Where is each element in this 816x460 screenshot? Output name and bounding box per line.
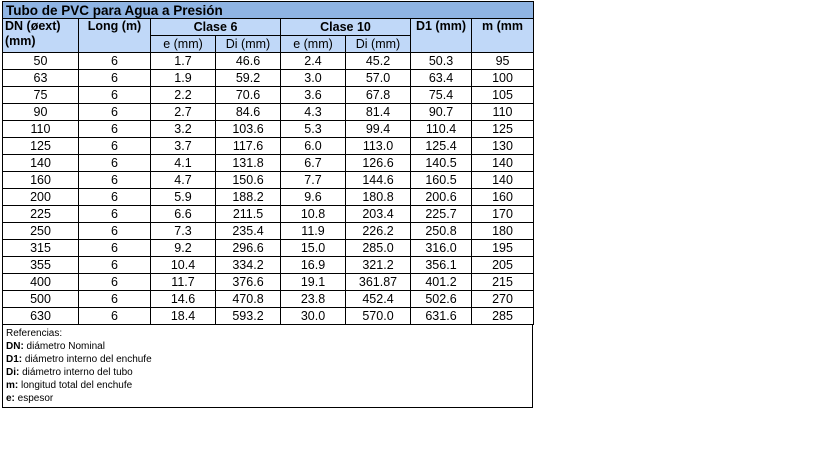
cell-clase6-di: 46.6 [216,53,281,70]
cell-d1: 316.0 [411,240,472,257]
cell-clase10-di: 81.4 [346,104,411,121]
cell-d1: 200.6 [411,189,472,206]
cell-m: 180 [472,223,534,240]
cell-clase6-di: 188.2 [216,189,281,206]
cell-m: 125 [472,121,534,138]
table-row [3,53,534,70]
table-row [3,206,534,223]
header-row-1 [3,19,534,36]
cell-d1: 50.3 [411,53,472,70]
reference-term: DN: [6,341,24,352]
table-row [3,138,534,155]
cell-m: 285 [472,308,534,325]
cell-clase6-e: 9.2 [151,240,216,257]
cell-clase6-e: 3.2 [151,121,216,138]
cell-clase6-e: 2.2 [151,87,216,104]
cell-long: 6 [79,87,151,104]
cell-clase10-e: 3.6 [281,87,346,104]
cell-clase10-e: 2.4 [281,53,346,70]
cell-clase10-di: 67.8 [346,87,411,104]
reference-text: diámetro interno del tubo [19,367,133,378]
header-clase-10: Clase 10 [281,19,411,36]
cell-clase6-di: 70.6 [216,87,281,104]
reference-term: m: [6,380,19,391]
cell-d1: 125.4 [411,138,472,155]
table-row [3,87,534,104]
cell-clase10-di: 361.87 [346,274,411,291]
header-clase10-e: e (mm) [281,36,346,53]
table-row [3,223,534,240]
header-dn-line1: DN (øext) [5,19,61,33]
cell-clase6-di: 296.6 [216,240,281,257]
references-list [6,340,532,405]
cell-m: 205 [472,257,534,274]
cell-long: 6 [79,104,151,121]
cell-clase10-e: 4.3 [281,104,346,121]
references-heading: Referencias: [6,328,63,339]
table-row [3,155,534,172]
cell-long: 6 [79,257,151,274]
header-clase6-e: e (mm) [151,36,216,53]
reference-item [6,379,532,392]
cell-clase6-e: 10.4 [151,257,216,274]
table-row [3,70,534,87]
table-title: Tubo de PVC para Agua a Presión [3,2,534,19]
cell-m: 140 [472,155,534,172]
cell-clase10-di: 570.0 [346,308,411,325]
cell-dn: 400 [3,274,79,291]
reference-item [6,392,532,405]
cell-clase6-di: 103.6 [216,121,281,138]
header-clase10-di: Di (mm) [346,36,411,53]
cell-dn: 315 [3,240,79,257]
cell-long: 6 [79,308,151,325]
cell-clase6-di: 376.6 [216,274,281,291]
cell-d1: 250.8 [411,223,472,240]
cell-long: 6 [79,155,151,172]
cell-clase10-di: 113.0 [346,138,411,155]
cell-clase10-e: 5.3 [281,121,346,138]
cell-d1: 75.4 [411,87,472,104]
cell-clase6-e: 18.4 [151,308,216,325]
cell-clase6-e: 3.7 [151,138,216,155]
cell-clase6-di: 593.2 [216,308,281,325]
cell-d1: 110.4 [411,121,472,138]
cell-clase10-e: 30.0 [281,308,346,325]
cell-clase10-e: 23.8 [281,291,346,308]
cell-dn: 225 [3,206,79,223]
table-row [3,121,534,138]
table-row [3,172,534,189]
reference-item [6,366,532,379]
cell-clase10-e: 10.8 [281,206,346,223]
cell-clase10-di: 203.4 [346,206,411,223]
cell-clase10-e: 11.9 [281,223,346,240]
cell-m: 170 [472,206,534,223]
cell-long: 6 [79,53,151,70]
cell-d1: 160.5 [411,172,472,189]
cell-clase10-e: 16.9 [281,257,346,274]
cell-clase6-e: 4.1 [151,155,216,172]
reference-item [6,353,532,366]
cell-d1: 356.1 [411,257,472,274]
cell-m: 140 [472,172,534,189]
reference-text: diámetro interno del enchufe [22,354,152,365]
cell-clase6-e: 14.6 [151,291,216,308]
cell-clase6-di: 470.8 [216,291,281,308]
cell-d1: 63.4 [411,70,472,87]
cell-long: 6 [79,172,151,189]
cell-m: 105 [472,87,534,104]
header-long: Long (m) [79,19,151,53]
cell-long: 6 [79,274,151,291]
header-clase-6: Clase 6 [151,19,281,36]
cell-m: 160 [472,189,534,206]
cell-clase6-di: 334.2 [216,257,281,274]
cell-clase6-e: 1.9 [151,70,216,87]
cell-dn: 50 [3,53,79,70]
cell-clase10-di: 180.8 [346,189,411,206]
cell-d1: 401.2 [411,274,472,291]
cell-long: 6 [79,70,151,87]
cell-d1: 140.5 [411,155,472,172]
cell-dn: 110 [3,121,79,138]
cell-clase6-di: 117.6 [216,138,281,155]
cell-m: 130 [472,138,534,155]
table-row [3,308,534,325]
cell-dn: 250 [3,223,79,240]
cell-d1: 90.7 [411,104,472,121]
cell-clase6-e: 5.9 [151,189,216,206]
cell-clase10-e: 7.7 [281,172,346,189]
reference-text: longitud total del enchufe [18,380,133,391]
cell-dn: 140 [3,155,79,172]
cell-d1: 502.6 [411,291,472,308]
cell-dn: 200 [3,189,79,206]
cell-long: 6 [79,223,151,240]
cell-clase6-di: 150.6 [216,172,281,189]
cell-clase6-e: 2.7 [151,104,216,121]
cell-clase6-di: 84.6 [216,104,281,121]
cell-dn: 63 [3,70,79,87]
cell-clase10-di: 144.6 [346,172,411,189]
table-row [3,189,534,206]
cell-clase6-di: 59.2 [216,70,281,87]
cell-dn: 125 [3,138,79,155]
cell-clase10-di: 285.0 [346,240,411,257]
cell-d1: 225.7 [411,206,472,223]
reference-text: espesor [14,393,54,404]
reference-text: diámetro Nominal [23,341,105,352]
header-clase6-di: Di (mm) [216,36,281,53]
table-row [3,240,534,257]
cell-dn: 500 [3,291,79,308]
table-row [3,291,534,308]
cell-dn: 90 [3,104,79,121]
cell-m: 110 [472,104,534,121]
cell-long: 6 [79,291,151,308]
cell-long: 6 [79,121,151,138]
header-d1: D1 (mm) [411,19,472,53]
reference-item [6,340,532,353]
cell-dn: 630 [3,308,79,325]
cell-clase6-di: 211.5 [216,206,281,223]
cell-dn: 160 [3,172,79,189]
cell-clase6-e: 7.3 [151,223,216,240]
pvc-pipe-sheet [2,1,533,408]
cell-clase10-e: 9.6 [281,189,346,206]
title-row [3,2,534,19]
cell-long: 6 [79,206,151,223]
reference-term: D1: [6,354,23,365]
cell-clase10-di: 45.2 [346,53,411,70]
cell-clase6-di: 235.4 [216,223,281,240]
cell-clase10-di: 99.4 [346,121,411,138]
cell-m: 95 [472,53,534,70]
cell-clase10-e: 19.1 [281,274,346,291]
header-m: m (mm [472,19,534,53]
cell-clase6-e: 4.7 [151,172,216,189]
cell-clase6-di: 131.8 [216,155,281,172]
header-dn [3,19,79,53]
header-dn-line2: (mm) [5,34,36,48]
cell-long: 6 [79,240,151,257]
table-row [3,257,534,274]
references-block [2,325,533,408]
cell-clase10-di: 226.2 [346,223,411,240]
cell-clase10-e: 6.0 [281,138,346,155]
cell-clase6-e: 1.7 [151,53,216,70]
cell-clase10-e: 6.7 [281,155,346,172]
cell-long: 6 [79,138,151,155]
cell-clase10-di: 452.4 [346,291,411,308]
cell-clase10-di: 57.0 [346,70,411,87]
table-row [3,104,534,121]
cell-clase10-di: 321.2 [346,257,411,274]
cell-dn: 75 [3,87,79,104]
reference-term: e: [6,393,15,404]
cell-m: 215 [472,274,534,291]
cell-clase10-di: 126.6 [346,155,411,172]
cell-long: 6 [79,189,151,206]
cell-m: 195 [472,240,534,257]
cell-dn: 355 [3,257,79,274]
cell-m: 100 [472,70,534,87]
reference-term: Di: [6,367,20,378]
cell-clase10-e: 15.0 [281,240,346,257]
pvc-pipe-table [2,1,534,325]
table-row [3,274,534,291]
cell-m: 270 [472,291,534,308]
cell-d1: 631.6 [411,308,472,325]
cell-clase6-e: 6.6 [151,206,216,223]
cell-clase10-e: 3.0 [281,70,346,87]
cell-clase6-e: 11.7 [151,274,216,291]
